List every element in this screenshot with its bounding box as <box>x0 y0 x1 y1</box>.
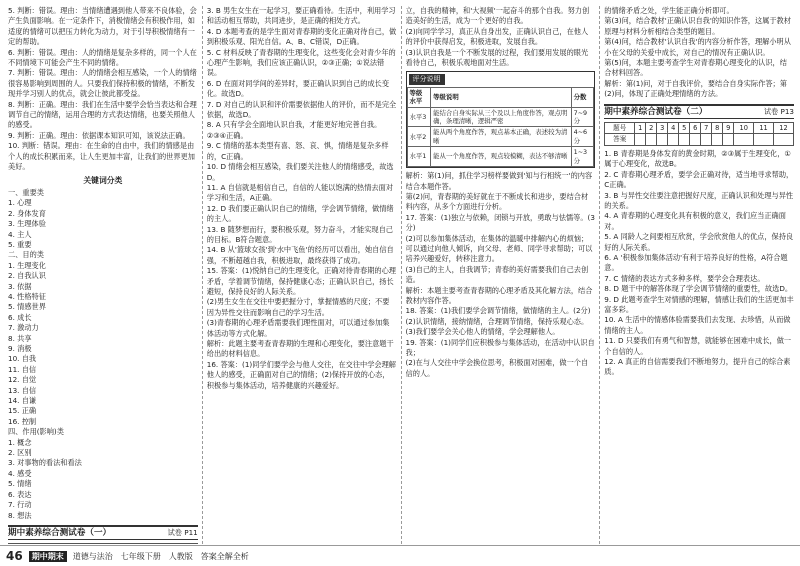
term-item: 9. 消极 <box>8 344 32 353</box>
answer-item: 7. C 情绪的表达方式多种多样，要学会合理表达。 <box>604 273 765 283</box>
answer-item: 5. C 材料反映了青春期的生理变化，这些变化会对青少年的心理产生影响，我们应该正确认识，②③正确；①说法错误。 <box>206 47 396 78</box>
answer-key-cell: 4 <box>668 123 679 134</box>
answer-key-cell: 10 <box>734 123 754 134</box>
term-item: 4. 感受 <box>8 468 32 478</box>
exam-header-2 <box>604 104 794 119</box>
answer-item: (2)认识情绪，接纳情绪，合理调节情绪，保持乐观心态。 <box>405 316 589 326</box>
answer-item: 7. 判断：错误。理由：人的情绪会相互感染，一个人的情绪很容易影响到周围的人。只要我们保持积极的情绪，不断发现并学习别人的优点，就会让彼此都受益。 <box>8 68 197 99</box>
answer-item: 6. 判断：错误。理由：人的情绪是复杂多样的，同一个人在不同情境下可能会产生不同的情绪。 <box>8 47 197 68</box>
column-divider <box>202 6 203 544</box>
answer-item: 第(5)问，本题主要考查学生对青春期心理变化的认识，结合材料回答。 <box>604 58 787 78</box>
term-item: 5. 情感世界 <box>8 302 46 312</box>
answer-item: 7. D 对自己的认识和评价需要依据他人的评价，而不是完全依据，故选D。 <box>206 99 397 120</box>
answer-item: (2)在与人交往中学会换位思考，积极面对困难，做一个自信的人。 <box>405 358 589 378</box>
answer-item: 12. A 真正的自信需要我们不断地努力，提升自己的综合素质。 <box>604 357 791 377</box>
series-tag: 期中期末 <box>29 551 67 562</box>
answer-item: 9. 判断：正确。理由：依据课本知识可知，该说法正确。 <box>8 130 190 140</box>
term-item: 8. 共享 <box>8 333 32 343</box>
scoring-cell: 水平1 <box>407 147 431 167</box>
answer-key-cell: 6 <box>690 123 701 134</box>
term-item: 一、重要类 <box>8 187 44 197</box>
answer-item: 14. B 从'篮球女孩'到'水中飞鱼'的经历可以看出，她自信自强，不断超越自我，积极进取，最终获得了成功。 <box>206 245 394 265</box>
scoring-table <box>407 87 595 167</box>
answer-item: 10. A 生活中的情感体验需要我们去发现、去珍惜，从而做情绪的主人。 <box>604 315 791 335</box>
term-item: 5. 重要 <box>8 239 32 249</box>
scoring-header-row <box>407 87 594 107</box>
term-item: 3. 对事物的看法和看法 <box>8 458 82 468</box>
column-3 <box>406 6 596 544</box>
subject: 道德与法治 <box>72 551 113 561</box>
answer-item: 19. 答案：(1)同学们应积极参与集体活动，在活动中认识自我； <box>405 337 595 357</box>
term-item: 6. 表达 <box>8 489 32 499</box>
scoring-cell: 能从两个角度作答，观点基本正确，表述较为清晰 <box>431 127 571 147</box>
term-item: 7. 行动 <box>8 500 32 510</box>
answer-key-cell <box>646 134 657 145</box>
answer-item: 13. B 随梦想而行，要积极乐观，努力奋斗，才能实现自己的目标。B符合题意。 <box>206 224 393 244</box>
answer-item: (3)我们要学会关心他人的情绪，学会理解他人。 <box>405 327 560 337</box>
term-item: 14. 自谦 <box>8 396 37 406</box>
answer-key-cell <box>773 134 793 145</box>
exam-title: 期中素养综合测试卷（一） <box>8 527 112 538</box>
term-item: 10. 自我 <box>8 354 37 364</box>
answer-item: 的情绪矛盾之处，学生能正确分析即可。 <box>604 6 734 15</box>
scoring-header-cell: 等级说明 <box>431 87 571 107</box>
answer-key-cell: 9 <box>723 123 734 134</box>
answer-item: 15. 答案：(1)悦纳自己的生理变化，正确对待青春期的心理矛盾，学着调节情绪，保持健康心态；正确认识自己，扬长避短，保持良好的人际关系。 <box>206 266 396 296</box>
term-item: 12. 自觉 <box>8 375 37 385</box>
column-2 <box>207 6 397 544</box>
scoring-row <box>407 107 594 127</box>
grade: 七年级下册 <box>120 551 161 561</box>
term-item: 5. 情绪 <box>8 479 32 489</box>
answer-key-cell <box>754 134 774 145</box>
answer-item: 1. B 青春期是身体发育的黄金时期，②③属于生理变化，①属于心理变化，故选B。 <box>604 148 791 169</box>
exam-page-ref: 试卷 P13 <box>763 106 794 116</box>
term-item: 1. 生理变化 <box>8 260 46 270</box>
answer-item: 8. A 只有学会全面地认识自我，才能更好地完善自我。②③④正确。 <box>206 120 382 140</box>
answer-item: (3)认识自我是一个不断发展的过程，我们要用发展的眼光看待自己，积极乐观地面对生活。 <box>405 47 589 68</box>
answer-key-cell: 8 <box>712 123 723 134</box>
answer-item: (2)向同学学习，真正从自身出发，正确认识自己，在他人的评价中获得启发，积极进取，发展自我。 <box>405 26 589 47</box>
scoring-row <box>407 147 594 167</box>
answer-key-row <box>605 134 794 145</box>
term-item: 二、目的类 <box>8 250 44 260</box>
answer-key-cell <box>734 134 754 145</box>
answer-item: (3)自己的主人，自我调节；青春的美好需要我们自己去创造。 <box>405 264 589 285</box>
scoring-cell: 水平3 <box>407 107 431 127</box>
answer-item: 解析：第(1)问，抓住学习榜样要做到'知与行相统一'的内容结合本题作答。 <box>405 171 593 191</box>
term-item: 3. 生理体验 <box>8 219 46 229</box>
term-item: 11. 自信 <box>8 364 37 374</box>
answer-item: 第(4)问，结合教材'认识自我'的内容分析作答，理解小明从小在父母的关爱中成长，对自己的情况有正确认识。 <box>604 37 791 57</box>
scoring-cell: 水平2 <box>407 127 431 147</box>
term-item: 2. 自我认识 <box>8 271 46 281</box>
answer-item: 3. B 与异性交往要注意把握好尺度，正确认识和处理与异性的关系。 <box>604 190 794 210</box>
scoring-box <box>406 71 596 168</box>
scoring-header-cell: 分数 <box>571 87 594 107</box>
answer-item: 8. D 题干中的解答体现了学会调节情绪的重要性，故选D。 <box>604 284 793 294</box>
answer-item: 10. 判断：错误。理由：在生命的自由中，我们的情感是由个人的成长积累而来，让人生更加丰富，让我们的世界更加美好。 <box>8 141 195 172</box>
term-item: 2. 区别 <box>8 448 32 458</box>
answer-key-cell: 答案 <box>605 134 635 145</box>
scoring-cell: 4~6分 <box>571 127 594 147</box>
section-title: 关键词分类 <box>83 175 123 185</box>
answer-key-cell <box>690 134 701 145</box>
answer-key-cell <box>668 134 679 145</box>
term-item: 7. 激动力 <box>8 323 39 333</box>
answer-key-cell: 2 <box>646 123 657 134</box>
answer-key-cell <box>701 134 712 145</box>
answer-key-cell: 3 <box>657 123 668 134</box>
scoring-header-cell: 等级水平 <box>407 87 431 107</box>
answer-key-cell <box>635 134 646 145</box>
exam-title: 期中素养综合测试卷（二） <box>604 106 708 117</box>
term-item: 8. 想法 <box>8 510 32 520</box>
answer-key-cell <box>723 134 734 145</box>
answer-item: 9. C 情绪的基本类型有喜、怒、哀、惧，情绪是复杂多样的，C正确。 <box>206 141 389 161</box>
term-item: 6. 成长 <box>8 312 32 322</box>
column-4 <box>604 6 794 544</box>
answer-item: (2)男生女生在交往中要把握分寸，掌握情感的尺度；不要因为异性交往而影响自己的学习生活。 <box>206 297 390 317</box>
answer-item: 第(3)问，结合教材'正确认识自我'的知识作答，这属于教材原理与材料分析相结合类型的题目。 <box>604 16 791 36</box>
scoring-box-title: 评分说明 <box>409 74 445 84</box>
term-item: 1. 心理 <box>8 198 32 208</box>
answer-key-cell <box>657 134 668 145</box>
answer-item: 9. D 此题考查学生对情感的理解，情感让我们的生活更加丰富多彩。 <box>604 294 794 314</box>
answer-item: 立，自我的精神，和'大视频'一起奋斗的那个自我。努力创造美好的生活，成为一个更好的自我。 <box>405 6 590 26</box>
answer-key-header <box>605 123 794 134</box>
answer-item: 4. A 青春期的心理变化具有积极的意义，我们应当正确面对。 <box>604 211 786 231</box>
term-item: 四、作用(影响)类 <box>8 427 64 437</box>
term-item: 4. 主人 <box>8 229 32 239</box>
answer-key-cell <box>712 134 723 145</box>
scoring-cell: 7~9分 <box>571 107 594 127</box>
answer-item: (3)青春期的心理矛盾需要我们理性面对，可以通过参加集体活动等方式化解。 <box>206 318 390 338</box>
answer-item: 6. A '积极参加集体活动'有利于培养良好的性格，A符合题意。 <box>604 252 788 273</box>
answer-item: 10. D 情绪会相互感染，我们要关注他人的情绪感受，故选D。 <box>206 162 394 182</box>
scoring-row <box>407 127 594 147</box>
page-number: 46 <box>6 549 23 563</box>
term-item: 1. 概念 <box>8 437 32 447</box>
answer-key-cell: 11 <box>754 123 774 134</box>
answer-key-cell <box>679 134 690 145</box>
term-item: 3. 依据 <box>8 281 32 291</box>
answer-item: 12. D 我们要正确认识自己的情绪，学会调节情绪，做情绪的主人。 <box>206 203 394 224</box>
term-item: 13. 自信 <box>8 385 37 395</box>
exam-header-1 <box>8 525 198 540</box>
scoring-cell: 1~3分 <box>571 147 594 167</box>
term-item: 2. 身体发育 <box>8 208 46 218</box>
answer-item: (2)可以参加集体活动，在集体的温暖中排解内心的烦恼；可以通过向他人倾诉，向父母、老师、同学寻求帮助；可以培养兴趣爱好，转移注意力。 <box>405 233 593 264</box>
answer-key-cell: 7 <box>701 123 712 134</box>
answer-item: 11. D 只要我们有勇气和智慧，就能够在困难中成长，做一个自信的人。 <box>604 336 792 356</box>
edition: 人教版 <box>168 551 193 561</box>
answer-item: 6. D 在面对同学间的差异时，要正确认识到自己的成长变化。故选D。 <box>206 78 390 99</box>
answer-item: 5. 判断：错误。理由：当情绪遭遇到他人带来不良体验，会产生负面影响。在一定条件下，消极情绪会有积极作用，如适度的情绪可以把压力转化为动力，对于引导积极情绪有一定的帮助。 <box>8 6 197 47</box>
answer-key-table <box>604 122 794 146</box>
answer-item: 2. C 青春期心理矛盾，要学会正确对待，适当地寻求帮助，C正确。 <box>604 169 794 190</box>
column-1 <box>8 6 198 544</box>
answer-item: 5. A 同龄人之间要相互欣赏，学会欣赏他人的优点，保持良好的人际关系。 <box>604 232 794 252</box>
answer-key-cell: 12 <box>773 123 793 134</box>
answer-item: 解析：第(1)问，对于自我评价，要结合自身实际作答；第(2)问，体现了正确处理情绪的方法。 <box>604 78 787 99</box>
term-item: 4. 性格特征 <box>8 291 46 301</box>
page-footer <box>0 545 800 566</box>
term-item: 16. 控制 <box>8 416 37 426</box>
answer-item: 解析：本题主要考查青春期的心理矛盾及其化解方法，结合教材内容作答。 <box>405 285 593 305</box>
term-item: 15. 正确 <box>8 406 37 416</box>
answer-item: 解析：此题主要考查青春期的生理和心理变化，要注意题干给出的材料信息。 <box>206 339 394 359</box>
answer-key-table <box>8 543 198 544</box>
answer-key-cell: 1 <box>635 123 646 134</box>
answer-item: 11. A 自信就是相信自己，自信的人能以饱满的热情去面对学习和生活，A正确。 <box>206 182 393 203</box>
answer-item: 17. 答案：(1)独立与依赖，闭锁与开放，勇敢与怯懦等。(3分) <box>405 212 595 233</box>
answer-item: 18. 答案：(1)我们要学会调节情绪，做情绪的主人。(2分) <box>405 306 591 316</box>
exam-page-ref: 试卷 P11 <box>167 527 198 537</box>
scoring-cell: 能从一个角度作答，观点较模糊，表达不够清晰 <box>431 147 571 167</box>
answer-item: 3. B 男生女生在一起学习，要正确看待。生活中，利用学习和活动相互帮助，共同进步，是正确的相处方式。 <box>206 6 396 26</box>
answer-item: 16. 答案：(1)同学们要学会与他人交往，在交往中学会理解他人的感受，正确面对自己的情绪；(2)保持开放的心态，积极参与集体活动，培养健康的兴趣爱好。 <box>206 359 396 390</box>
scoring-cell: 能结合自身实际从三个及以上角度作答，观点明确，条理清晰，逻辑严密 <box>431 107 571 127</box>
answer-key-cell: 5 <box>679 123 690 134</box>
answer-item: 4. D 本题考查的是学生面对青春期的变化正确对待自己，做到积极乐观、阳光自信。A、B、C错误，D正确。 <box>206 26 397 47</box>
answer-label: 答案全解全析 <box>200 551 249 561</box>
page-columns <box>8 6 794 544</box>
column-divider <box>599 6 600 544</box>
answer-key-cell: 题号 <box>605 123 635 134</box>
column-divider <box>401 6 402 544</box>
answer-item: 第(2)问，青春期的美好就在于不断成长和进步，要结合材料内容，从多个方面进行分析。 <box>405 191 589 212</box>
answer-item: 8. 判断：正确。理由：我们在生活中要学会恰当表达和合理调节自己的情绪，运用合理的方式表达情绪，也要关照他人的感受。 <box>8 99 197 130</box>
